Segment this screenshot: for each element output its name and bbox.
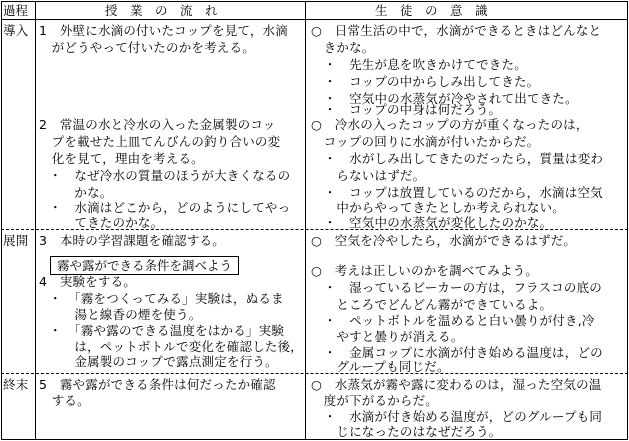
header-row-divider: [1, 19, 628, 20]
flow-step2-line3: 化を見て，理由を考える。: [39, 151, 204, 166]
flow-step1-line2: がどうやって付いたのかを考える。: [39, 40, 255, 55]
aware-4-line5: やすと曇りが消える。: [311, 329, 464, 344]
aware-1-line2: きかな。: [311, 40, 375, 55]
flow-step2-line6: ・ 水滴はどこから，どのようにしてやっ: [49, 200, 291, 215]
aware-1-line4: ・ コップの中からしみ出してきた。: [311, 74, 540, 89]
flow-step4-line5: は，ペットボトルで変化を確認した後，: [49, 339, 304, 354]
flow-step3-line1: 3 本時の学習課題を確認する。: [39, 233, 225, 248]
flow-step4-line3: 湯と線香の煙を使う。: [49, 307, 202, 322]
aware-2-line2: コップの回りに水滴が付いたからだ。: [311, 134, 540, 149]
stage-column-divider: [35, 1, 36, 440]
header-lesson-flow: 授 業 の 流 れ: [105, 3, 218, 18]
aware-2-line6: 中からやってきたとしか考えられない。: [311, 200, 566, 215]
aware-5-line4: じになったのはなぜだろう。: [311, 424, 502, 439]
flow-step2-line1: 2 常温の水と冷水の入った金属製のコッ: [39, 117, 276, 132]
flow-step2-line5: かな。: [49, 185, 113, 200]
flow-step5-line2: する。: [39, 393, 90, 408]
aware-4-line1: ○ 考えは正しいのかを調べてみよう。: [311, 263, 539, 278]
flow-step2-line7: てきたのかな。: [49, 215, 164, 230]
aware-4-line6: ・ 金属コップに水滴が付き始める温度は，どの: [311, 345, 603, 360]
flow-step4-line6: 金属製のコップで露点測定を行う。: [49, 354, 278, 369]
flow-step4-line4: ・ 「霧や露のできる温度をはかる」実験: [49, 323, 285, 338]
aware-1-line3: ・ 先生が息を吹きかけてできた。: [311, 57, 527, 72]
aware-4-line2: ・ 湿っているビーカーの方は，フラスコの底の: [311, 280, 602, 295]
table-border-top: [1, 1, 628, 2]
flow-step1-line1: 1 外壁に水滴の付いたコップを見て，水滴: [39, 23, 288, 38]
aware-3-line1: ○ 空気を冷やしたら，水滴ができるはずだ。: [311, 233, 577, 248]
aware-4-line4: ・ ペットボトルを温めると白い曇りが付き,冷: [311, 313, 595, 328]
aware-1-line1: ○ 日常生活の中で，水滴ができるときはどんなと: [311, 23, 602, 38]
table-border-right: [627, 1, 628, 440]
aware-5-line1: ○ 水蒸気が霧や露に変わるのは，湿った空気の温: [311, 377, 602, 392]
aware-1-line5: ・ 空気中の水蒸気が冷やされて出てきた。: [311, 91, 578, 106]
flow-step5-line1: 5 霧や露ができる条件は何だったか確認: [39, 377, 276, 392]
stage-development: 展開: [3, 233, 29, 248]
flow-step4-line1: 4 実験をする。: [39, 274, 137, 289]
stage-conclusion: 終末: [3, 377, 29, 392]
table-border-left: [1, 1, 2, 440]
stage-intro: 導入: [3, 23, 29, 38]
flow-step2-line2: プを載せた上皿てんびんの釣り合いの変: [39, 134, 281, 149]
aware-5-line2: 度が下がるからだ。: [311, 393, 439, 408]
aware-2-line5: ・ コップは放置しているのだから，水滴は空気: [311, 185, 603, 200]
aware-2-line1: ○ 冷水の入ったコップの方が重くなったのは，: [311, 117, 589, 132]
header-student-awareness: 生 徒 の 意 識: [375, 3, 488, 18]
flow-step4-line2: ・ 「霧をつくってみる」実験は，ぬるま: [49, 291, 284, 306]
aware-2-line7: ・ 空気中の水蒸気が変化したのかな。: [311, 215, 553, 230]
aware-2-line4: らないはずだ。: [311, 168, 426, 183]
aware-5-line3: ・ 水滴が付き始める温度が，どのグループも同: [311, 409, 603, 424]
learning-task-box: 霧や露ができる条件を調べよう: [50, 256, 239, 275]
aware-1-line6: ・ コップの中身は何だろう。: [311, 102, 502, 117]
middle-column-divider: [305, 1, 306, 440]
aware-4-line7: グループも同じだ。: [311, 359, 450, 374]
aware-4-line3: ところでどんどん霧ができているよ。: [311, 297, 553, 312]
flow-step2-line4: ・ なぜ冷水の質量のほうが大きくなるの: [49, 168, 291, 183]
aware-2-line3: ・ 水がしみ出してきたのだったら，質量は変わ: [311, 151, 604, 166]
header-stage: 過程: [3, 3, 29, 18]
